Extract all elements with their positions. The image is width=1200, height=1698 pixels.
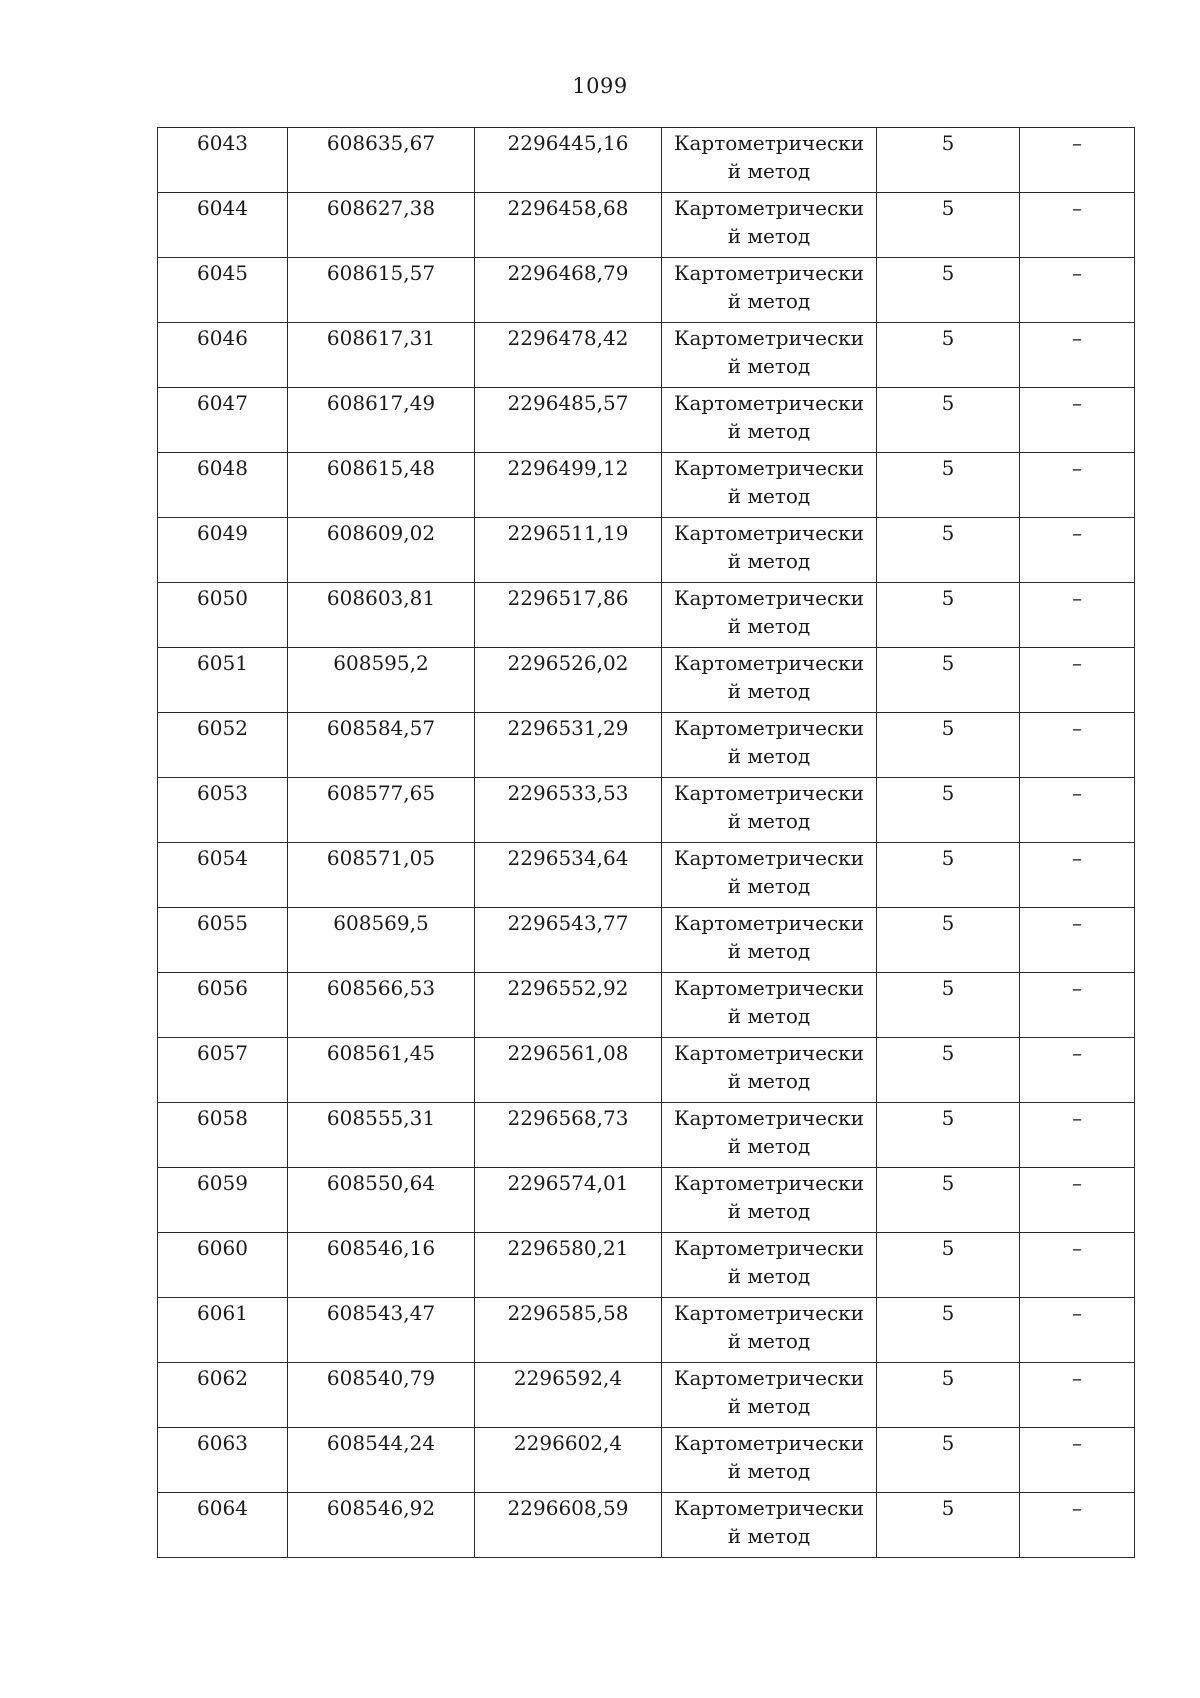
coordinates-table: [157, 127, 1135, 1558]
y-coordinate-cell: [475, 778, 662, 843]
table-row: [158, 1363, 1135, 1428]
method-cell-text: Картометрически й метод: [674, 326, 864, 378]
accuracy-cell: [877, 1493, 1020, 1558]
method-cell-text: Картометрически й метод: [674, 456, 864, 508]
x-coordinate-cell: [288, 258, 475, 323]
y-coordinate-cell: [475, 388, 662, 453]
method-cell-text: Картометрически й метод: [674, 261, 864, 313]
point-number-cell: [158, 713, 288, 778]
y-coordinate-cell: [475, 1428, 662, 1493]
accuracy-cell: [877, 323, 1020, 388]
method-cell-text: Картометрически й метод: [674, 131, 864, 183]
point-number-cell: [158, 1168, 288, 1233]
accuracy-cell-text: 5: [941, 196, 955, 220]
accuracy-cell: [877, 1298, 1020, 1363]
accuracy-cell-text: 5: [941, 326, 955, 350]
y-coordinate-cell-text: 2296592,4: [513, 1366, 623, 1390]
x-coordinate-cell-text: 608615,57: [326, 261, 436, 285]
point-number-cell-text: 6053: [197, 781, 248, 805]
table-row: [158, 1298, 1135, 1363]
point-number-cell-text: 6047: [197, 391, 248, 415]
y-coordinate-cell-text: 2296485,57: [507, 391, 629, 415]
point-number-cell-text: 6044: [197, 196, 248, 220]
x-coordinate-cell-text: 608555,31: [326, 1106, 436, 1130]
note-cell: [1020, 583, 1135, 648]
x-coordinate-cell-text: 608571,05: [326, 846, 436, 870]
accuracy-cell: [877, 973, 1020, 1038]
x-coordinate-cell: [288, 1493, 475, 1558]
note-cell-text: –: [1072, 651, 1082, 675]
accuracy-cell: [877, 1038, 1020, 1103]
method-cell-text: Картометрически й метод: [674, 586, 864, 638]
note-cell-text: –: [1072, 976, 1082, 1000]
note-cell: [1020, 1298, 1135, 1363]
note-cell-text: –: [1072, 391, 1082, 415]
y-coordinate-cell-text: 2296561,08: [507, 1041, 629, 1065]
table-body: [158, 128, 1135, 1558]
x-coordinate-cell: [288, 1233, 475, 1298]
accuracy-cell: [877, 1363, 1020, 1428]
x-coordinate-cell-text: 608615,48: [326, 456, 436, 480]
note-cell: [1020, 388, 1135, 453]
accuracy-cell: [877, 128, 1020, 193]
x-coordinate-cell: [288, 388, 475, 453]
accuracy-cell-text: 5: [941, 1041, 955, 1065]
x-coordinate-cell-text: 608543,47: [326, 1301, 436, 1325]
accuracy-cell-text: 5: [941, 131, 955, 155]
point-number-cell: [158, 648, 288, 713]
method-cell: [662, 973, 877, 1038]
note-cell: [1020, 258, 1135, 323]
point-number-cell-text: 6063: [197, 1431, 248, 1455]
note-cell: [1020, 648, 1135, 713]
note-cell-text: –: [1072, 131, 1082, 155]
accuracy-cell: [877, 258, 1020, 323]
note-cell: [1020, 1493, 1135, 1558]
accuracy-cell: [877, 778, 1020, 843]
x-coordinate-cell-text: 608617,49: [326, 391, 436, 415]
y-coordinate-cell-text: 2296458,68: [507, 196, 629, 220]
table-row: [158, 713, 1135, 778]
x-coordinate-cell: [288, 1038, 475, 1103]
point-number-cell: [158, 583, 288, 648]
note-cell-text: –: [1072, 1106, 1082, 1130]
method-cell-text: Картометрически й метод: [674, 1496, 864, 1548]
method-cell-text: Картометрически й метод: [674, 1301, 864, 1353]
point-number-cell: [158, 1363, 288, 1428]
accuracy-cell: [877, 193, 1020, 258]
note-cell-text: –: [1072, 456, 1082, 480]
x-coordinate-cell: [288, 128, 475, 193]
x-coordinate-cell-text: 608609,02: [326, 521, 436, 545]
x-coordinate-cell: [288, 713, 475, 778]
x-coordinate-cell-text: 608540,79: [326, 1366, 436, 1390]
method-cell-text: Картометрически й метод: [674, 1431, 864, 1483]
x-coordinate-cell-text: 608595,2: [333, 651, 429, 675]
point-number-cell: [158, 518, 288, 583]
point-number-cell-text: 6061: [197, 1301, 248, 1325]
y-coordinate-cell: [475, 1103, 662, 1168]
y-coordinate-cell: [475, 323, 662, 388]
y-coordinate-cell: [475, 1298, 662, 1363]
note-cell: [1020, 1103, 1135, 1168]
y-coordinate-cell: [475, 1233, 662, 1298]
accuracy-cell-text: 5: [941, 911, 955, 935]
method-cell: [662, 1038, 877, 1103]
x-coordinate-cell: [288, 518, 475, 583]
point-number-cell: [158, 128, 288, 193]
point-number-cell: [158, 778, 288, 843]
y-coordinate-cell: [475, 1168, 662, 1233]
note-cell: [1020, 973, 1135, 1038]
point-number-cell-text: 6056: [197, 976, 248, 1000]
x-coordinate-cell-text: 608550,64: [326, 1171, 436, 1195]
accuracy-cell: [877, 1168, 1020, 1233]
table-row: [158, 258, 1135, 323]
method-cell-text: Картометрически й метод: [674, 1041, 864, 1093]
method-cell: [662, 713, 877, 778]
x-coordinate-cell: [288, 583, 475, 648]
note-cell-text: –: [1072, 1366, 1082, 1390]
note-cell: [1020, 1038, 1135, 1103]
table-row: [158, 973, 1135, 1038]
point-number-cell-text: 6058: [197, 1106, 248, 1130]
x-coordinate-cell: [288, 453, 475, 518]
point-number-cell: [158, 323, 288, 388]
accuracy-cell: [877, 583, 1020, 648]
note-cell: [1020, 453, 1135, 518]
method-cell-text: Картометрически й метод: [674, 911, 864, 963]
accuracy-cell: [877, 1428, 1020, 1493]
point-number-cell-text: 6052: [197, 716, 248, 740]
method-cell: [662, 453, 877, 518]
y-coordinate-cell: [475, 713, 662, 778]
y-coordinate-cell-text: 2296585,58: [507, 1301, 629, 1325]
method-cell-text: Картометрически й метод: [674, 1171, 864, 1223]
note-cell: [1020, 1168, 1135, 1233]
method-cell-text: Картометрически й метод: [674, 391, 864, 443]
y-coordinate-cell: [475, 1493, 662, 1558]
accuracy-cell-text: 5: [941, 1106, 955, 1130]
x-coordinate-cell: [288, 973, 475, 1038]
note-cell-text: –: [1072, 196, 1082, 220]
table-row: [158, 518, 1135, 583]
x-coordinate-cell-text: 608603,81: [326, 586, 436, 610]
y-coordinate-cell-text: 2296602,4: [513, 1431, 623, 1455]
table-row: [158, 323, 1135, 388]
note-cell-text: –: [1072, 326, 1082, 350]
method-cell: [662, 648, 877, 713]
x-coordinate-cell-text: 608544,24: [326, 1431, 436, 1455]
point-number-cell-text: 6046: [197, 326, 248, 350]
method-cell: [662, 1428, 877, 1493]
y-coordinate-cell-text: 2296533,53: [507, 781, 629, 805]
table-row: [158, 1103, 1135, 1168]
x-coordinate-cell: [288, 843, 475, 908]
accuracy-cell: [877, 713, 1020, 778]
note-cell-text: –: [1072, 1496, 1082, 1520]
point-number-cell-text: 6062: [197, 1366, 248, 1390]
x-coordinate-cell-text: 608561,45: [326, 1041, 436, 1065]
x-coordinate-cell: [288, 778, 475, 843]
accuracy-cell-text: 5: [941, 1366, 955, 1390]
accuracy-cell: [877, 1103, 1020, 1168]
x-coordinate-cell: [288, 1428, 475, 1493]
point-number-cell: [158, 908, 288, 973]
point-number-cell-text: 6048: [197, 456, 248, 480]
x-coordinate-cell-text: 608569,5: [333, 911, 429, 935]
y-coordinate-cell-text: 2296552,92: [507, 976, 629, 1000]
accuracy-cell: [877, 388, 1020, 453]
accuracy-cell-text: 5: [941, 391, 955, 415]
y-coordinate-cell-text: 2296574,01: [507, 1171, 629, 1195]
x-coordinate-cell-text: 608546,92: [326, 1496, 436, 1520]
table-row: [158, 193, 1135, 258]
method-cell: [662, 323, 877, 388]
x-coordinate-cell: [288, 908, 475, 973]
method-cell-text: Картометрически й метод: [674, 976, 864, 1028]
method-cell: [662, 583, 877, 648]
y-coordinate-cell: [475, 128, 662, 193]
method-cell: [662, 778, 877, 843]
table-row: [158, 128, 1135, 193]
point-number-cell: [158, 1103, 288, 1168]
y-coordinate-cell: [475, 843, 662, 908]
point-number-cell-text: 6043: [197, 131, 248, 155]
point-number-cell-text: 6064: [197, 1496, 248, 1520]
table-row: [158, 1038, 1135, 1103]
table-row: [158, 583, 1135, 648]
point-number-cell-text: 6049: [197, 521, 248, 545]
x-coordinate-cell-text: 608635,67: [326, 131, 436, 155]
note-cell: [1020, 908, 1135, 973]
y-coordinate-cell-text: 2296478,42: [507, 326, 629, 350]
x-coordinate-cell-text: 608577,65: [326, 781, 436, 805]
point-number-cell: [158, 388, 288, 453]
method-cell: [662, 1233, 877, 1298]
y-coordinate-cell: [475, 453, 662, 518]
method-cell-text: Картометрически й метод: [674, 1366, 864, 1418]
note-cell: [1020, 1363, 1135, 1428]
table-row: [158, 388, 1135, 453]
table-row: [158, 1233, 1135, 1298]
accuracy-cell: [877, 1233, 1020, 1298]
y-coordinate-cell-text: 2296499,12: [507, 456, 629, 480]
accuracy-cell-text: 5: [941, 1431, 955, 1455]
method-cell: [662, 1103, 877, 1168]
page-number: 1099: [572, 74, 628, 98]
method-cell: [662, 1363, 877, 1428]
accuracy-cell-text: 5: [941, 521, 955, 545]
point-number-cell: [158, 1298, 288, 1363]
note-cell-text: –: [1072, 781, 1082, 805]
x-coordinate-cell: [288, 1103, 475, 1168]
method-cell: [662, 193, 877, 258]
accuracy-cell-text: 5: [941, 976, 955, 1000]
y-coordinate-cell: [475, 583, 662, 648]
point-number-cell: [158, 1493, 288, 1558]
y-coordinate-cell-text: 2296526,02: [507, 651, 629, 675]
method-cell: [662, 843, 877, 908]
note-cell: [1020, 193, 1135, 258]
point-number-cell: [158, 843, 288, 908]
x-coordinate-cell: [288, 193, 475, 258]
note-cell-text: –: [1072, 521, 1082, 545]
method-cell: [662, 258, 877, 323]
method-cell: [662, 1493, 877, 1558]
note-cell: [1020, 843, 1135, 908]
point-number-cell: [158, 453, 288, 518]
y-coordinate-cell-text: 2296511,19: [507, 521, 629, 545]
note-cell-text: –: [1072, 911, 1082, 935]
y-coordinate-cell-text: 2296445,16: [507, 131, 629, 155]
point-number-cell: [158, 973, 288, 1038]
note-cell: [1020, 323, 1135, 388]
point-number-cell: [158, 258, 288, 323]
table-row: [158, 1493, 1135, 1558]
table-row: [158, 778, 1135, 843]
note-cell: [1020, 518, 1135, 583]
y-coordinate-cell-text: 2296531,29: [507, 716, 629, 740]
point-number-cell-text: 6059: [197, 1171, 248, 1195]
y-coordinate-cell: [475, 258, 662, 323]
y-coordinate-cell-text: 2296608,59: [507, 1496, 629, 1520]
method-cell-text: Картометрически й метод: [674, 716, 864, 768]
method-cell: [662, 128, 877, 193]
method-cell-text: Картометрически й метод: [674, 651, 864, 703]
method-cell-text: Картометрически й метод: [674, 1236, 864, 1288]
accuracy-cell-text: 5: [941, 716, 955, 740]
note-cell: [1020, 1233, 1135, 1298]
method-cell-text: Картометрически й метод: [674, 846, 864, 898]
x-coordinate-cell: [288, 323, 475, 388]
method-cell: [662, 1298, 877, 1363]
accuracy-cell-text: 5: [941, 781, 955, 805]
table-row: [158, 843, 1135, 908]
point-number-cell-text: 6060: [197, 1236, 248, 1260]
y-coordinate-cell: [475, 908, 662, 973]
method-cell: [662, 1168, 877, 1233]
y-coordinate-cell-text: 2296568,73: [507, 1106, 629, 1130]
accuracy-cell-text: 5: [941, 651, 955, 675]
accuracy-cell-text: 5: [941, 1301, 955, 1325]
method-cell-text: Картометрически й метод: [674, 521, 864, 573]
accuracy-cell: [877, 518, 1020, 583]
note-cell-text: –: [1072, 1301, 1082, 1325]
table-row: [158, 1428, 1135, 1493]
note-cell-text: –: [1072, 846, 1082, 870]
point-number-cell-text: 6051: [197, 651, 248, 675]
y-coordinate-cell: [475, 1038, 662, 1103]
note-cell: [1020, 778, 1135, 843]
x-coordinate-cell: [288, 1298, 475, 1363]
method-cell: [662, 388, 877, 453]
point-number-cell-text: 6055: [197, 911, 248, 935]
note-cell-text: –: [1072, 1041, 1082, 1065]
accuracy-cell: [877, 453, 1020, 518]
accuracy-cell: [877, 908, 1020, 973]
accuracy-cell: [877, 648, 1020, 713]
table-row: [158, 1168, 1135, 1233]
accuracy-cell-text: 5: [941, 261, 955, 285]
y-coordinate-cell: [475, 518, 662, 583]
point-number-cell-text: 6050: [197, 586, 248, 610]
accuracy-cell-text: 5: [941, 1171, 955, 1195]
y-coordinate-cell-text: 2296468,79: [507, 261, 629, 285]
accuracy-cell-text: 5: [941, 1236, 955, 1260]
note-cell: [1020, 713, 1135, 778]
note-cell-text: –: [1072, 586, 1082, 610]
x-coordinate-cell-text: 608566,53: [326, 976, 436, 1000]
point-number-cell: [158, 1233, 288, 1298]
y-coordinate-cell-text: 2296517,86: [507, 586, 629, 610]
y-coordinate-cell: [475, 973, 662, 1038]
note-cell: [1020, 128, 1135, 193]
y-coordinate-cell: [475, 648, 662, 713]
y-coordinate-cell-text: 2296543,77: [507, 911, 629, 935]
y-coordinate-cell-text: 2296534,64: [507, 846, 629, 870]
accuracy-cell-text: 5: [941, 846, 955, 870]
point-number-cell-text: 6054: [197, 846, 248, 870]
y-coordinate-cell: [475, 1363, 662, 1428]
method-cell-text: Картометрически й метод: [674, 196, 864, 248]
note-cell: [1020, 1428, 1135, 1493]
x-coordinate-cell: [288, 648, 475, 713]
note-cell-text: –: [1072, 1431, 1082, 1455]
x-coordinate-cell-text: 608617,31: [326, 326, 436, 350]
x-coordinate-cell-text: 608584,57: [326, 716, 436, 740]
point-number-cell: [158, 1428, 288, 1493]
table-row: [158, 453, 1135, 518]
table-row: [158, 648, 1135, 713]
method-cell: [662, 518, 877, 583]
point-number-cell: [158, 1038, 288, 1103]
note-cell-text: –: [1072, 716, 1082, 740]
note-cell-text: –: [1072, 1236, 1082, 1260]
x-coordinate-cell: [288, 1168, 475, 1233]
y-coordinate-cell-text: 2296580,21: [507, 1236, 629, 1260]
point-number-cell-text: 6057: [197, 1041, 248, 1065]
accuracy-cell-text: 5: [941, 586, 955, 610]
accuracy-cell-text: 5: [941, 456, 955, 480]
accuracy-cell-text: 5: [941, 1496, 955, 1520]
point-number-cell-text: 6045: [197, 261, 248, 285]
x-coordinate-cell-text: 608546,16: [326, 1236, 436, 1260]
point-number-cell: [158, 193, 288, 258]
table-row: [158, 908, 1135, 973]
note-cell-text: –: [1072, 261, 1082, 285]
y-coordinate-cell: [475, 193, 662, 258]
method-cell: [662, 908, 877, 973]
method-cell-text: Картометрически й метод: [674, 781, 864, 833]
method-cell-text: Картометрически й метод: [674, 1106, 864, 1158]
note-cell-text: –: [1072, 1171, 1082, 1195]
x-coordinate-cell-text: 608627,38: [326, 196, 436, 220]
accuracy-cell: [877, 843, 1020, 908]
x-coordinate-cell: [288, 1363, 475, 1428]
